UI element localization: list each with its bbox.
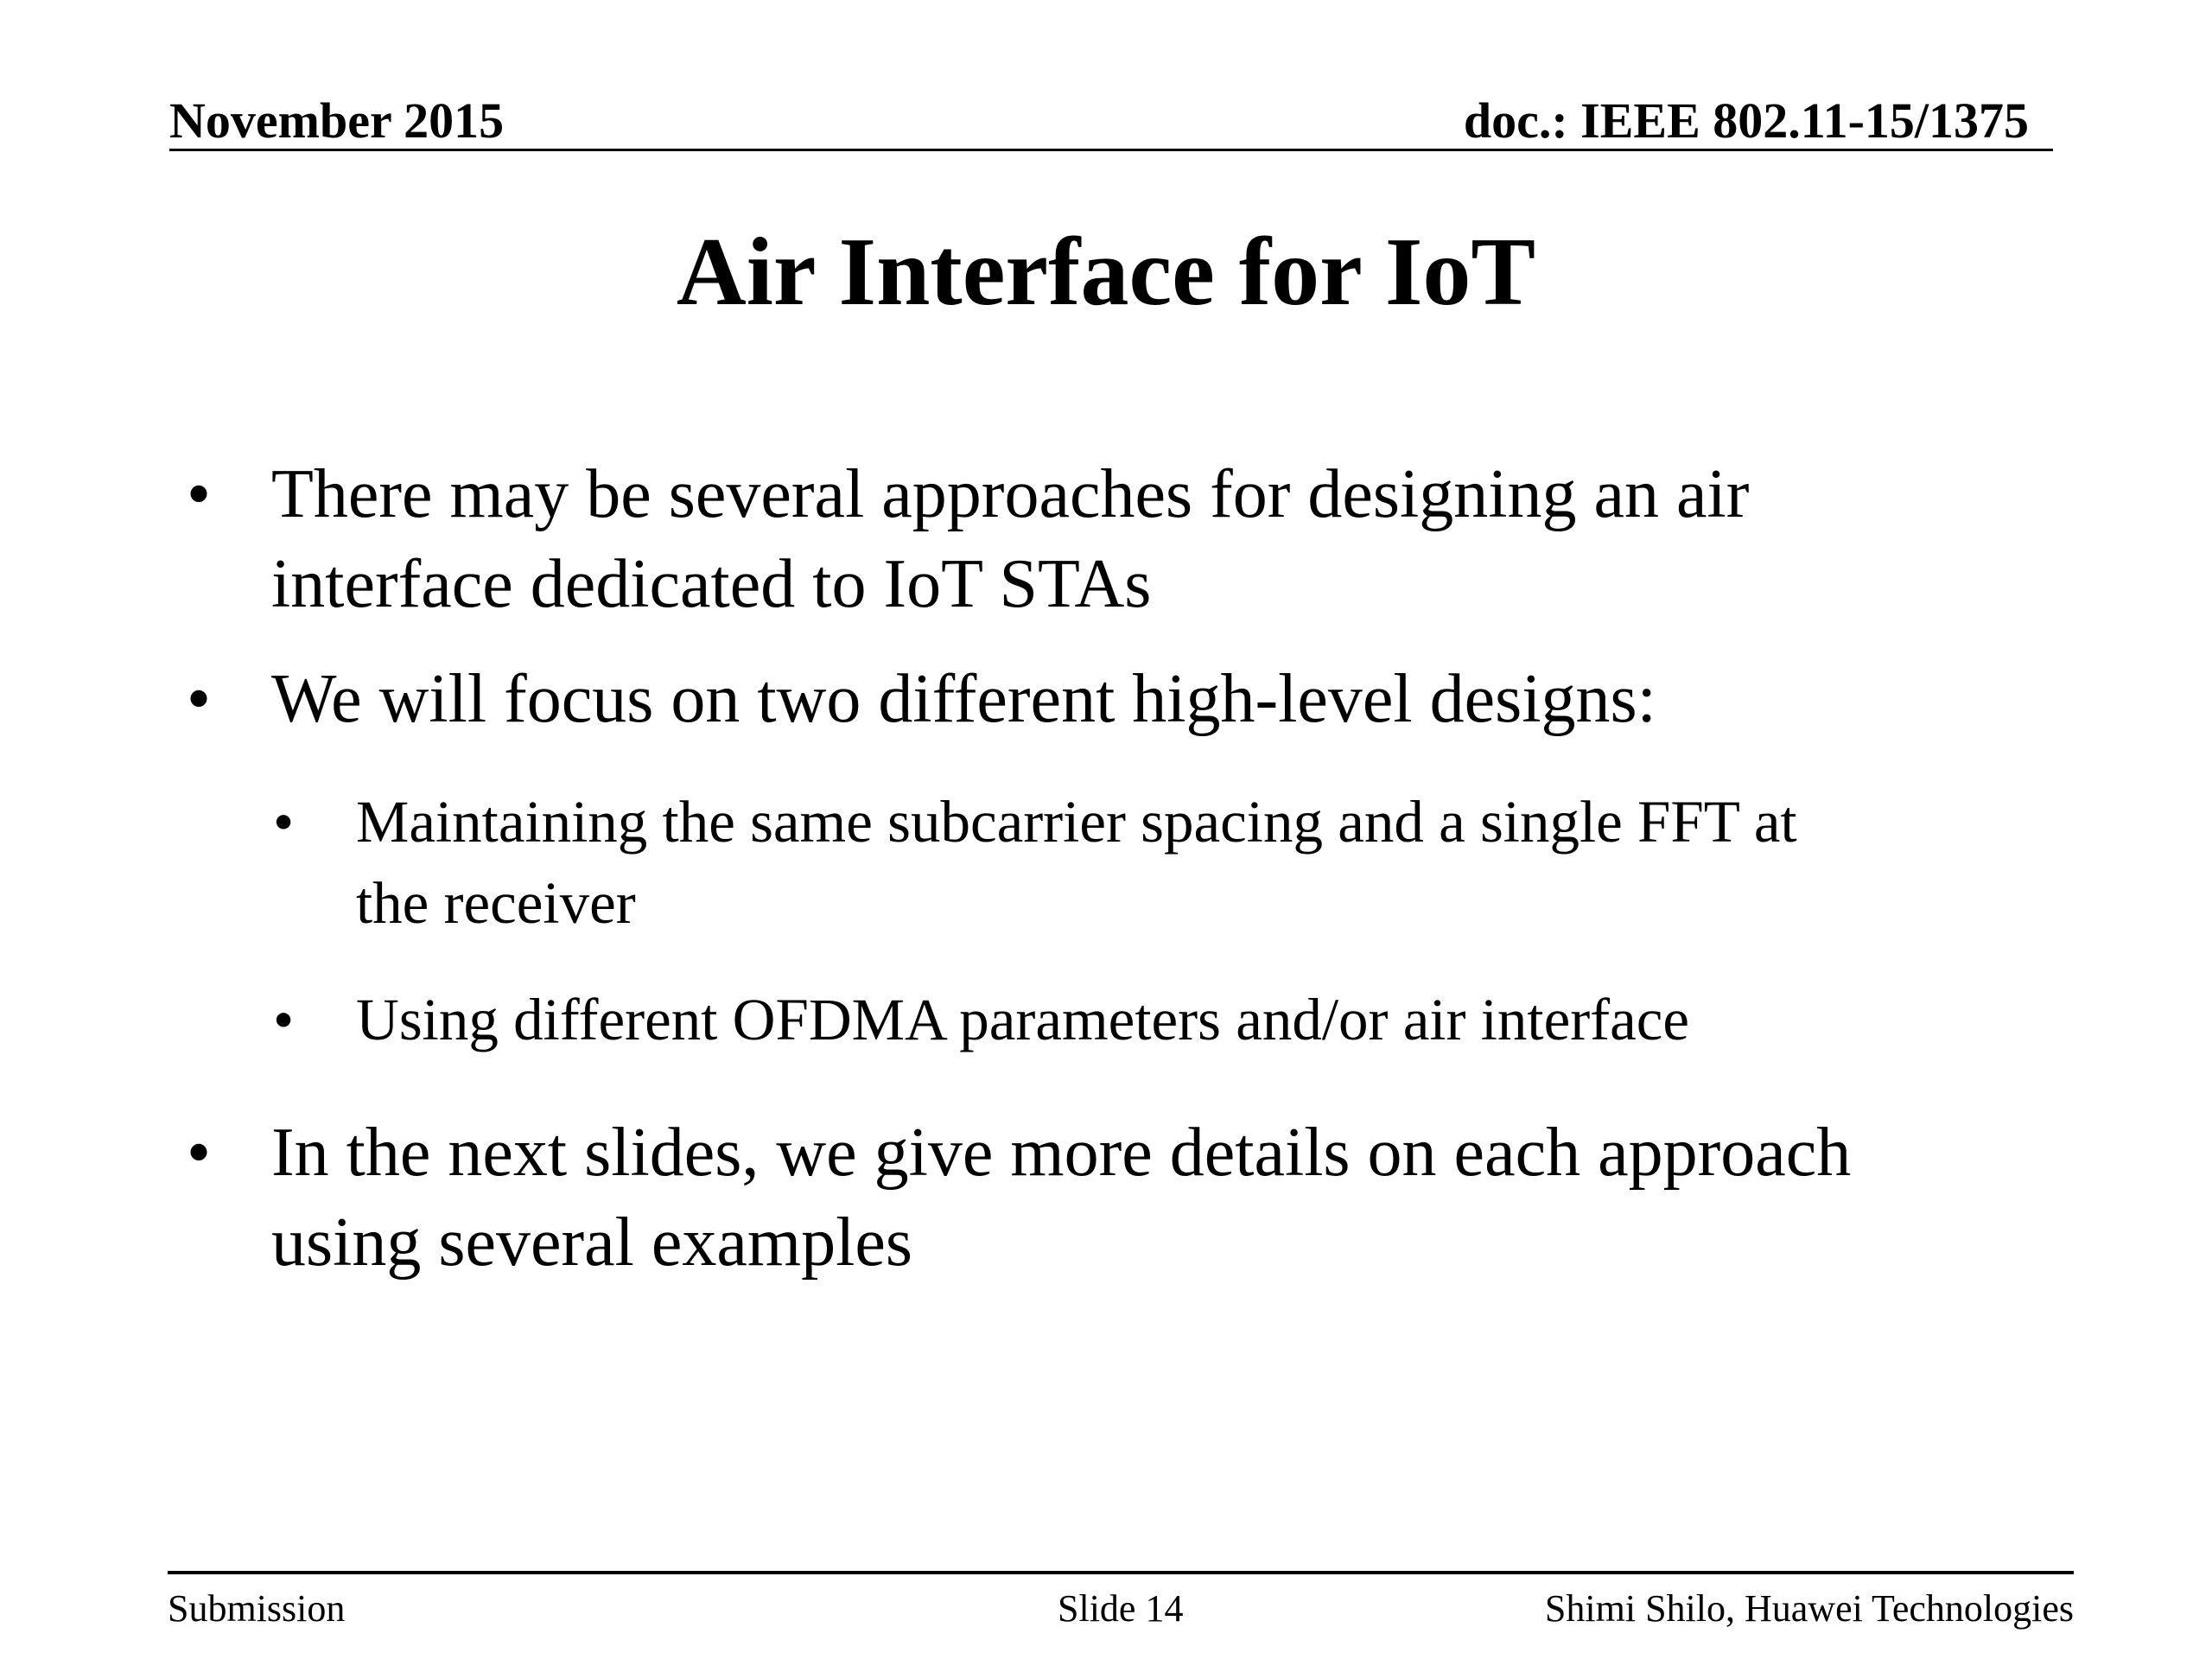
sub-bullet-marker: • [273,987,295,1052]
header-doc-id: doc.: IEEE 802.11-15/1375 [1463,92,2029,149]
sub-bullet-text [356,781,2041,944]
footer-slide-number: Slide 14 [1058,1587,1184,1630]
bullet-line: There may be several approaches for designing an air [271,456,1750,532]
slide-title: Air Interface for IoT [676,219,1536,326]
footer-author: Shimi Shilo, Huawei Technologies [1544,1587,2074,1630]
bullet-marker: • [187,1115,212,1191]
header-date: November 2015 [169,92,505,149]
bullet-line: Maintaining the same subcarrier spacing and a single FFT at [356,789,1797,855]
bullet-line: the receiver [356,870,636,936]
bullet-text [271,449,2043,629]
bullet-line: using several examples [271,1205,912,1281]
bullet-line: We will focus on two different high-level designs: [271,661,1656,737]
sub-bullet-text [356,979,2041,1060]
bullet-line: Using different OFDMA parameters and/or air interface [356,987,1690,1052]
slide-footer [168,1571,2074,1630]
slide-header [169,86,2053,151]
bullet-marker: • [187,661,212,737]
bullet-text [271,1108,2043,1287]
footer-submission: Submission [168,1587,346,1630]
sub-bullet-marker: • [273,789,295,855]
bullet-marker: • [187,456,212,532]
bullet-line: In the next slides, we give more details on each approach [271,1115,1852,1191]
bullet-text [271,654,2043,744]
bullet-line: interface dedicated to IoT STAs [271,546,1152,622]
